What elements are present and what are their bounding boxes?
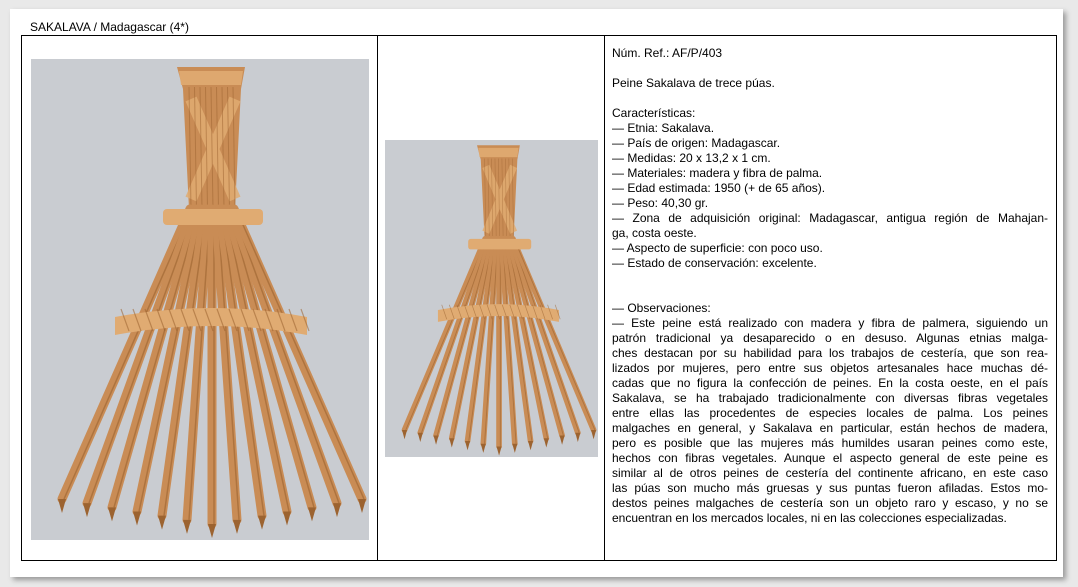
- feature-line: — Materiales: madera y fibra de palma.: [612, 166, 823, 180]
- observation-line: cadas que no figura la confección de peines. En la costa oeste, en el país: [612, 376, 1048, 390]
- observation-line: ches destacan por su habilidad para los trabajos de cestería, que son rea-: [612, 346, 1048, 360]
- feature-line: — Aspecto de superficie: con poco uso.: [612, 241, 823, 255]
- observation-line: encuentran en los mercados locales, ni en las colecciones especializadas.: [612, 511, 1007, 525]
- observation-line: malgaches en general, y Sakalava en particular, están hechos de madera,: [612, 421, 1048, 435]
- observation-line: lizados por mujeres, pero entre sus objetos artesanales hace muchas dé-: [612, 361, 1048, 375]
- object-title: Peine Sakalava de trece púas.: [612, 76, 775, 90]
- observations-text: [612, 316, 1048, 526]
- features-heading: Características:: [612, 106, 696, 120]
- observation-line: pero es posible que las mujeres más humildes usaran peines como este,: [612, 436, 1048, 450]
- observation-line: las púas son mucho más gruesas y sus puntas fueron afiladas. Estos mo-: [612, 481, 1048, 495]
- observation-line: — Este peine está realizado con madera y fibra de palmera, siguiendo un: [612, 316, 1048, 330]
- comb-photo-front: [31, 59, 369, 540]
- catalog-table: [21, 35, 1057, 561]
- feature-line: ga, costa oeste.: [612, 226, 697, 240]
- feature-line: — Medidas: 20 x 13,2 x 1 cm.: [612, 151, 771, 165]
- feature-line: — Estado de conservación: excelente.: [612, 256, 817, 270]
- document-caption: SAKALAVA / Madagascar (4*): [30, 20, 189, 34]
- document-page: [10, 9, 1063, 577]
- observation-line: destos peines malgaches de cestería son un objeto raro y escaso, y no se: [612, 496, 1048, 510]
- observation-line: patrón tradicional ya desaparecido o en desuso. Algunas etnias malga-: [612, 331, 1048, 345]
- feature-line: — Peso: 40,30 gr.: [612, 196, 709, 210]
- feature-line: — Etnia: Sakalava.: [612, 121, 715, 135]
- observation-line: similar al de otros peines de cestería del continente africano, en este caso: [612, 466, 1048, 480]
- description-cell: [605, 36, 1056, 560]
- feature-line: — País de origen: Madagascar.: [612, 136, 781, 150]
- photo-cell-back: [378, 36, 605, 560]
- observation-line: Sakalava, se ha trabajado tradicionalmente con diversas fibras vegetales: [612, 391, 1048, 405]
- photo-cell-front: [22, 36, 378, 560]
- comb-photo-back: [385, 140, 598, 457]
- observations-heading: — Observaciones:: [612, 301, 711, 315]
- reference-number: Núm. Ref.: AF/P/403: [612, 46, 723, 60]
- observation-line: entre ellas las procedentes de especies locales de palma. Los peines: [612, 406, 1048, 420]
- feature-line: — Zona de adquisición original: Madagascar, antigua región de Mahajan-: [612, 211, 1048, 225]
- observation-line: hechos con fibras vegetales. Aunque el aspecto general de este peine es: [612, 451, 1048, 465]
- features-list: [612, 121, 1048, 271]
- feature-line: — Edad estimada: 1950 (+ de 65 años).: [612, 181, 826, 195]
